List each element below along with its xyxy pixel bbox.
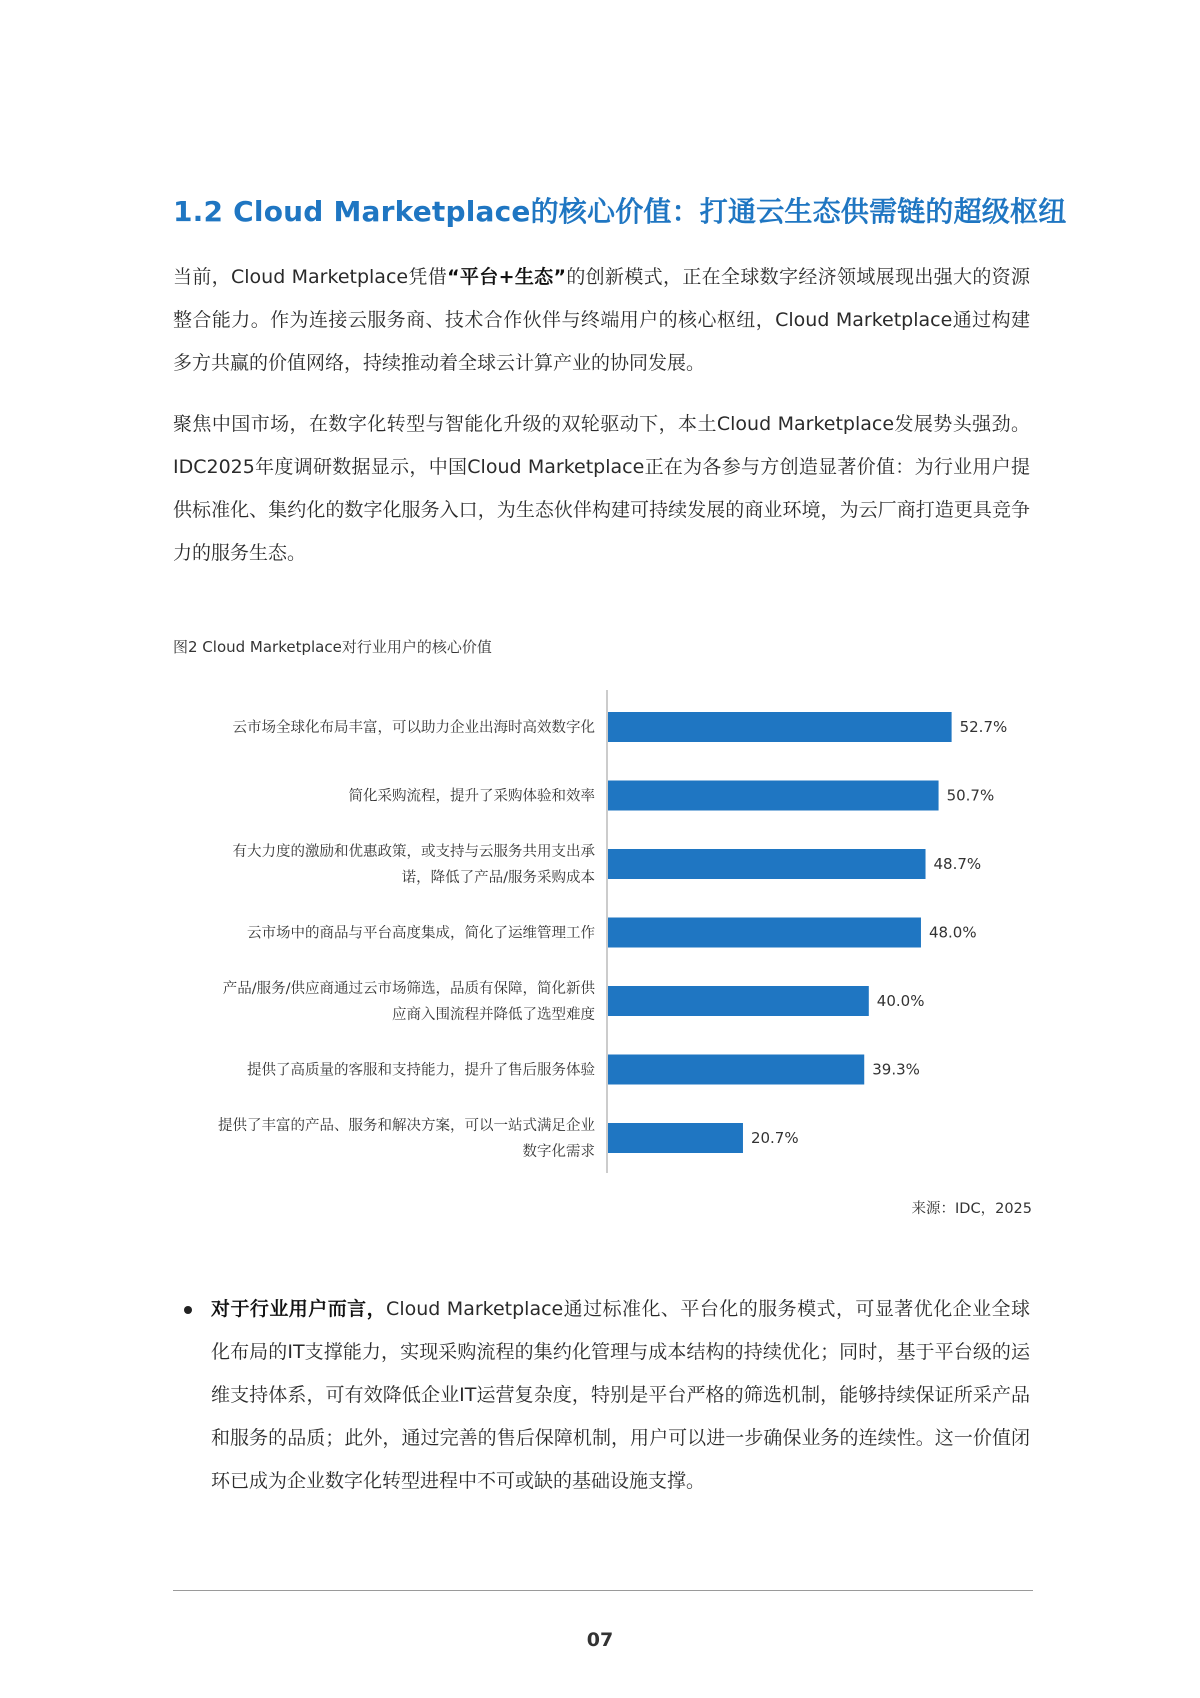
chart-bar (608, 849, 926, 879)
page-number: 07 (586, 1629, 614, 1651)
chart-category-label: 应商入围流程并降低了选型难度 (392, 1007, 595, 1023)
bullet-dot-icon (184, 1306, 192, 1314)
chart-value-label: 39.3% (872, 1060, 920, 1079)
chart-category-label: 有大力度的激励和优惠政策，或支持与云服务共用支出承 (232, 844, 595, 860)
chart-value-label: 20.7% (750, 1129, 799, 1147)
bullet-paragraph (211, 1288, 1030, 1503)
chart-bar (608, 1123, 743, 1153)
chart-value-label: 52.7% (959, 718, 1008, 736)
figure-caption: 图2 Cloud Marketplace对行业用户的核心价值 (173, 638, 492, 656)
figure-source: 来源：IDC，2025 (911, 1201, 1032, 1217)
intro-paragraph-rest: 的创新模式，正在全球数字经济领域展现出强大的资源整合能力。作为连接云服务商、技术合作伙伴与终端用户的核心枢纽，Cloud Marketplace通过构建多方共赢的价值网络，持续推动着全球云计算产业的协同发展。 (173, 266, 1030, 374)
chart-bar (608, 986, 869, 1016)
intro-paragraph-lead: 当前，Cloud Marketplace凭借 (173, 266, 448, 288)
chart-category-label: 提供了高质量的客服和支持能力，提升了售后服务体验 (247, 1062, 595, 1079)
chart-value-label: 48.0% (928, 923, 977, 942)
chart-value-label: 50.7% (946, 786, 995, 805)
chart-value-label: 40.0% (876, 992, 925, 1010)
chart-category-label: 产品/服务/供应商通过云市场筛选，品质有保障，简化新供 (222, 981, 595, 997)
chart-category-label: 数字化需求 (522, 1144, 595, 1160)
chart-category-label: 云市场中的商品与平台高度集成，简化了运维管理工作 (247, 925, 595, 942)
intro-paragraph-emphasis: “平台+生态” (447, 266, 566, 288)
china-market-paragraph: 聚焦中国市场，在数字化转型与智能化升级的双轮驱动下，本土Cloud Marketplace发展势头强劲。IDC2025年度调研数据显示，中国Cloud Marketplace正在为各参与方创造显著价值：为行业用户提供标准化、集约化的数字化服务入口，为生态伙伴构建可持续发展的商业环境，为云厂商打造更具竞争力的服务生态。 (173, 413, 1030, 564)
chart-category-label: 简化采购流程，提升了采购体验和效率 (348, 788, 595, 805)
bullet-list-item (173, 1288, 1030, 1503)
footer-divider (173, 1590, 1033, 1591)
chart-category-label: 提供了丰富的产品、服务和解决方案，可以一站式满足企业 (218, 1118, 595, 1134)
bullet-lead: 对于行业用户而言， (211, 1298, 387, 1320)
chart-category-label: 诺，降低了产品/服务采购成本 (401, 870, 595, 886)
intro-paragraph (173, 256, 1030, 385)
chart-bar (608, 781, 939, 811)
bullet-body: Cloud Marketplace通过标准化、平台化的服务模式，可显著优化企业全球化布局的IT支撑能力，实现采购流程的集约化管理与成本结构的持续优化；同时，基于平台级的运维支持体系，可有效降低企业IT运营复杂度，特别是平台严格的筛选机制，能够持续保证所采产品和服务的品质；此外，通过完善的售后保障机制，用户可以进一步确保业务的连续性。这一价值闭环已成为企业数字化转型进程中不可或缺的基础设施支撑。 (211, 1298, 1030, 1492)
chart-bar (608, 1055, 864, 1085)
section-title: 1.2 Cloud Marketplace的核心价值：打通云生态供需链的超级枢纽 (173, 195, 1067, 228)
chart-value-label: 48.7% (933, 855, 982, 873)
chart-bar (608, 918, 921, 948)
chart-bar (608, 712, 952, 742)
bar-chart (0, 690, 1200, 1180)
chart-category-label: 云市场全球化布局丰富，可以助力企业出海时高效数字化 (232, 720, 595, 736)
